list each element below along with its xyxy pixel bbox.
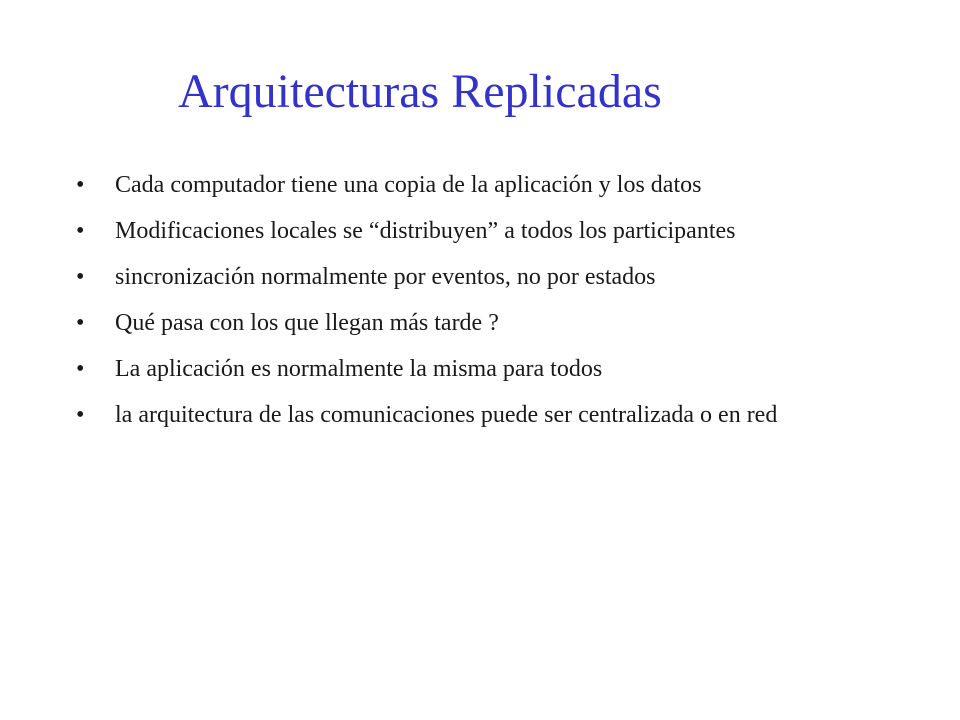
bullet-dot-icon: • [76, 172, 85, 198]
bullet-item [72, 353, 892, 386]
bullet-text: Cada computador tiene una copia de la aplicación y los datos [115, 172, 702, 198]
bullet-item [72, 399, 892, 432]
bullet-text: la arquitectura de las comunicaciones puede ser centralizada o en red [115, 402, 778, 428]
bullet-list [72, 169, 892, 445]
slide-title: Arquitecturas Replicadas [178, 65, 662, 118]
bullet-item [72, 215, 892, 248]
bullet-dot-icon: • [76, 218, 85, 244]
bullet-dot-icon: • [76, 264, 85, 290]
bullet-text: sincronización normalmente por eventos, no por estados [115, 264, 656, 290]
bullet-item [72, 261, 892, 294]
bullet-dot-icon: • [76, 356, 85, 382]
bullet-text: Modificaciones locales se “distribuyen” a todos los participantes [115, 218, 736, 244]
bullet-text: La aplicación es normalmente la misma para todos [115, 356, 603, 382]
bullet-dot-icon: • [76, 310, 85, 336]
bullet-item [72, 169, 892, 202]
bullet-dot-icon: • [76, 402, 85, 428]
bullet-item [72, 307, 892, 340]
bullet-text: Qué pasa con los que llegan más tarde ? [115, 310, 499, 336]
